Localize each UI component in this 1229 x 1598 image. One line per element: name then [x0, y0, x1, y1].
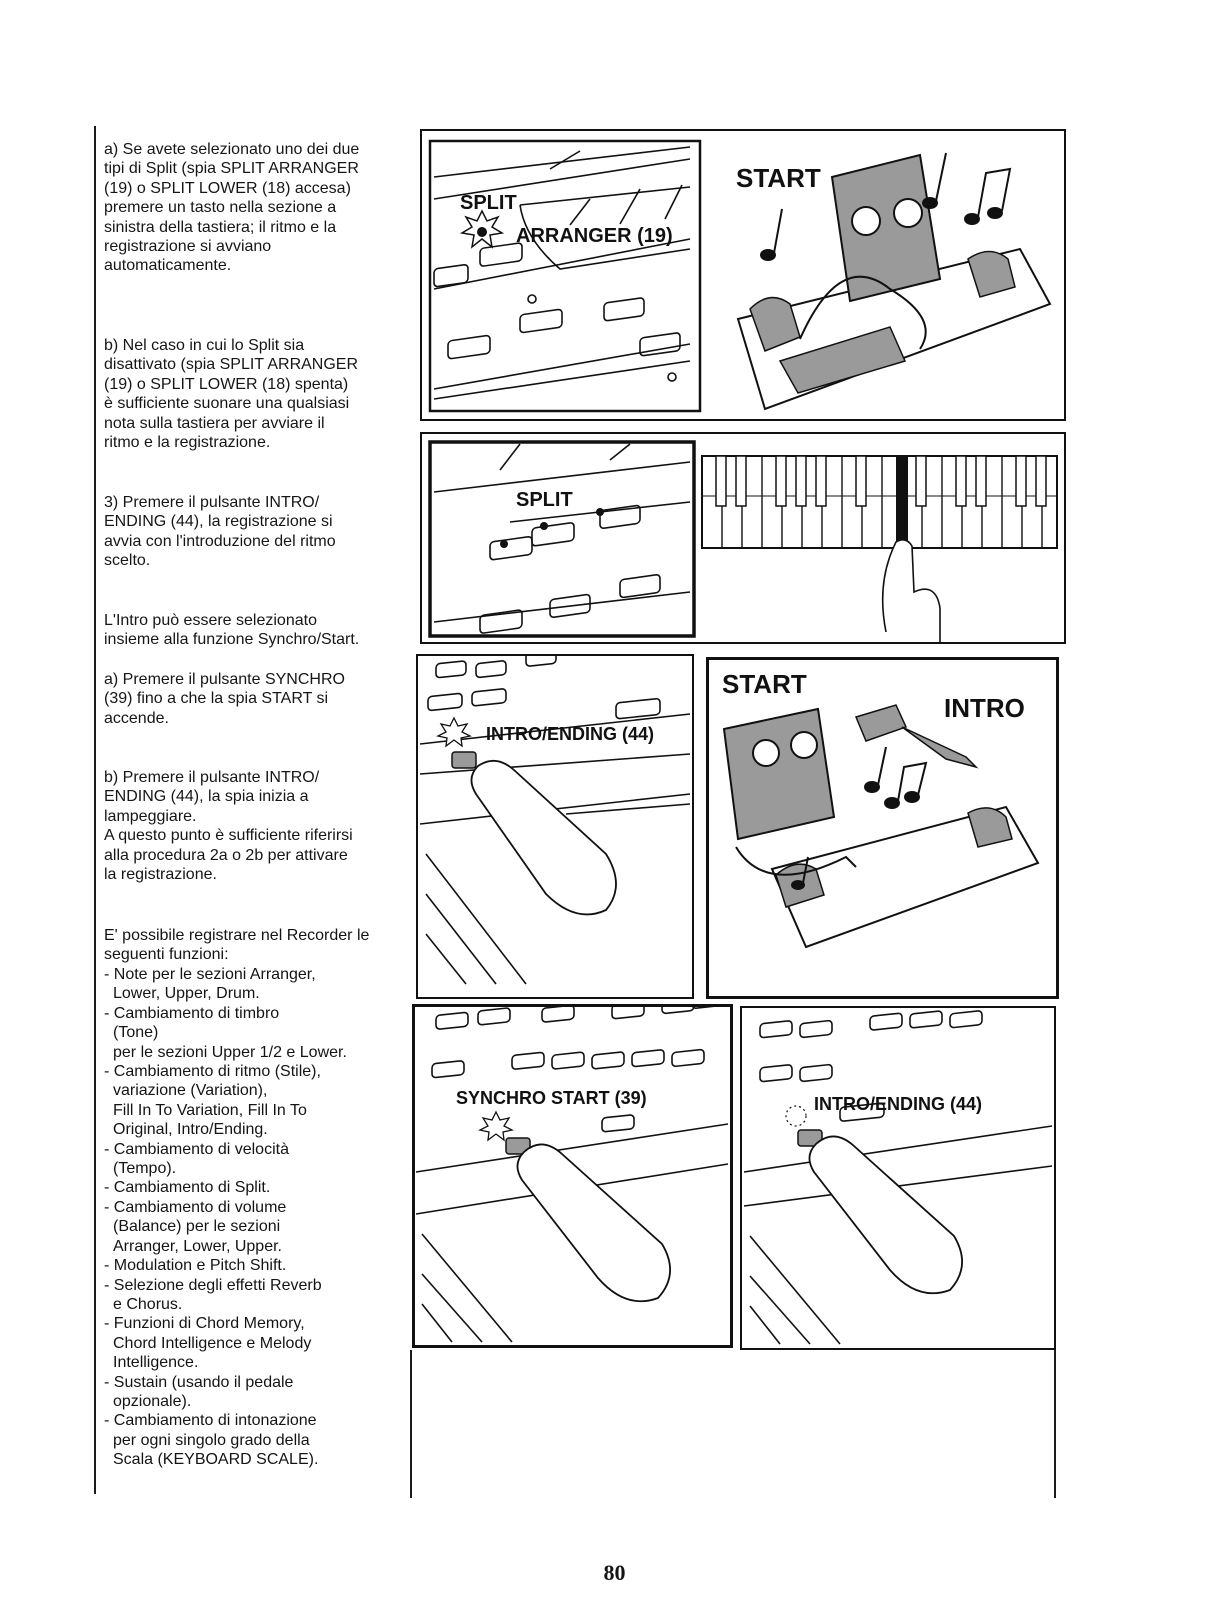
text-line: b) Premere il pulsante INTRO/ [104, 769, 320, 786]
list-item-line: opzionale). [113, 1392, 192, 1410]
text-line: tipi di Split (spia SPLIT ARRANGER [104, 160, 359, 178]
list-item [104, 1276, 404, 1315]
list-item [104, 1411, 404, 1469]
list-item-line: - Cambiamento di timbro [104, 1004, 280, 1022]
text-line: automaticamente. [104, 257, 232, 275]
page-number: 80 [603, 1560, 626, 1585]
list-item-line: Original, Intro/Ending. [113, 1121, 268, 1139]
recorder-functions-intro: E' possibile registrare nel Recorder le seguenti funzioni: [104, 927, 370, 964]
intro-ending-label-2: INTRO/ENDING (44) [814, 1094, 983, 1114]
illustration-synchro-start-panel [412, 1004, 733, 1348]
split-label: SPLIT [460, 192, 517, 214]
text-line: (19) o SPLIT LOWER (18) spenta) [104, 375, 349, 393]
text-line: b) Nel caso in cui lo Split sia [104, 337, 305, 354]
list-item-line: (Balance) per le sezioni [113, 1218, 281, 1236]
list-item-line: e Chorus. [113, 1295, 183, 1313]
list-item-line: - Sustain (usando il pedale [104, 1373, 294, 1391]
illustration-intro-ending-blink-panel [740, 1006, 1056, 1350]
list-item-line: - Cambiamento di Split. [104, 1179, 271, 1197]
split-label-off: SPLIT [516, 489, 573, 511]
list-item-line: Arranger, Lower, Upper. [113, 1237, 282, 1255]
recorder-functions-list [104, 965, 404, 1470]
list-item-line: Lower, Upper, Drum. [113, 985, 260, 1003]
illustration-intro-ending-panel [416, 654, 694, 999]
list-item-line: (Tempo). [113, 1160, 177, 1178]
text-line: nota sulla tastiera per avviare il [104, 414, 325, 432]
synchro-start-label: SYNCHRO START (39) [456, 1088, 647, 1108]
paragraph-intro-step [104, 768, 404, 884]
text-line: (39) fino a che la spia START si [104, 690, 329, 708]
start-label: START [736, 163, 821, 193]
illustration-split-arranger-panel [420, 129, 1066, 421]
list-item-line: - Funzioni di Chord Memory, [104, 1315, 305, 1333]
text-line: la registrazione. [104, 866, 217, 884]
text-line: insieme alla funzione Synchro/Start. [104, 631, 360, 649]
text-line: alla procedura 2a o 2b per attivare [104, 846, 348, 864]
list-item-line: per le sezioni Upper 1/2 e Lower. [113, 1043, 347, 1061]
list-item [104, 1140, 404, 1179]
list-item [104, 1178, 404, 1197]
list-item-line: - Modulation e Pitch Shift. [104, 1257, 287, 1275]
list-item-line: variazione (Variation), [113, 1082, 268, 1100]
text-line: 3) Premere il pulsante INTRO/ [104, 494, 320, 511]
list-item-line: - Note per le sezioni Arranger, [104, 966, 316, 983]
list-item-line: Intelligence. [113, 1354, 199, 1372]
list-item-line: - Cambiamento di volume [104, 1198, 287, 1216]
text-line: (19) o SPLIT LOWER (18) accesa) [104, 179, 351, 197]
left-margin-rule [94, 126, 96, 1494]
paragraph-split-active [104, 140, 404, 276]
list-item-line: - Cambiamento di intonazione [104, 1412, 317, 1430]
text-line: A questo punto è sufficiente riferirsi [104, 827, 353, 845]
text-line: L'Intro può essere selezionato [104, 612, 317, 629]
start-label-intro: START [722, 669, 807, 699]
list-item-line: per ogni singolo grado della [113, 1431, 310, 1449]
text-line: sinistra della tastiera; il ritmo e la [104, 218, 337, 236]
list-item [104, 1004, 404, 1062]
text-line: ENDING (44), la registrazione si [104, 513, 333, 531]
illustration-start-intro-panel [706, 657, 1059, 999]
text-line: a) Se avete selezionato uno dei due [104, 141, 360, 158]
text-line: disattivato (spia SPLIT ARRANGER [104, 356, 359, 374]
list-item [104, 1062, 404, 1140]
text-line: lampeggiare. [104, 807, 197, 825]
text-line: premere un tasto nella sezione a [104, 199, 337, 217]
paragraph-intro-synchro [104, 611, 404, 650]
intro-label: INTRO [944, 693, 1025, 723]
text-line: registrazione si avviano [104, 238, 272, 256]
illustration-split-off-panel [420, 432, 1066, 644]
list-item-line: Chord Intelligence e Melody [113, 1334, 312, 1352]
intro-ending-label-1: INTRO/ENDING (44) [486, 724, 655, 744]
text-line: avvia con l'introduzione del ritmo [104, 532, 336, 550]
list-item [104, 1198, 404, 1256]
list-item [104, 1373, 404, 1412]
list-item-line: Scala (KEYBOARD SCALE). [113, 1451, 319, 1469]
list-item-line: (Tone) [113, 1024, 159, 1042]
paragraph-synchro-step [104, 670, 404, 728]
text-line: accende. [104, 709, 169, 727]
text-line: è sufficiente suonare una qualsiasi [104, 395, 350, 413]
text-line: ritmo e la registrazione. [104, 434, 271, 452]
column-divider-rule [410, 1350, 412, 1498]
text-line: ENDING (44), la spia inizia a [104, 788, 309, 806]
list-item-line: - Cambiamento di ritmo (Stile), [104, 1063, 321, 1081]
list-item [104, 965, 404, 1004]
text-line: a) Premere il pulsante SYNCHRO [104, 671, 345, 688]
paragraph-intro-ending [104, 493, 404, 571]
right-margin-rule [1054, 1350, 1056, 1498]
list-item [104, 1314, 404, 1372]
list-item-line: - Cambiamento di velocità [104, 1140, 289, 1158]
text-line: scelto. [104, 552, 151, 570]
list-item-line: - Selezione degli effetti Reverb [104, 1276, 322, 1294]
list-item [104, 1256, 404, 1275]
list-item-line: Fill In To Variation, Fill In To [113, 1101, 307, 1119]
paragraph-split-inactive [104, 336, 404, 452]
arranger-label: ARRANGER (19) [516, 225, 673, 247]
